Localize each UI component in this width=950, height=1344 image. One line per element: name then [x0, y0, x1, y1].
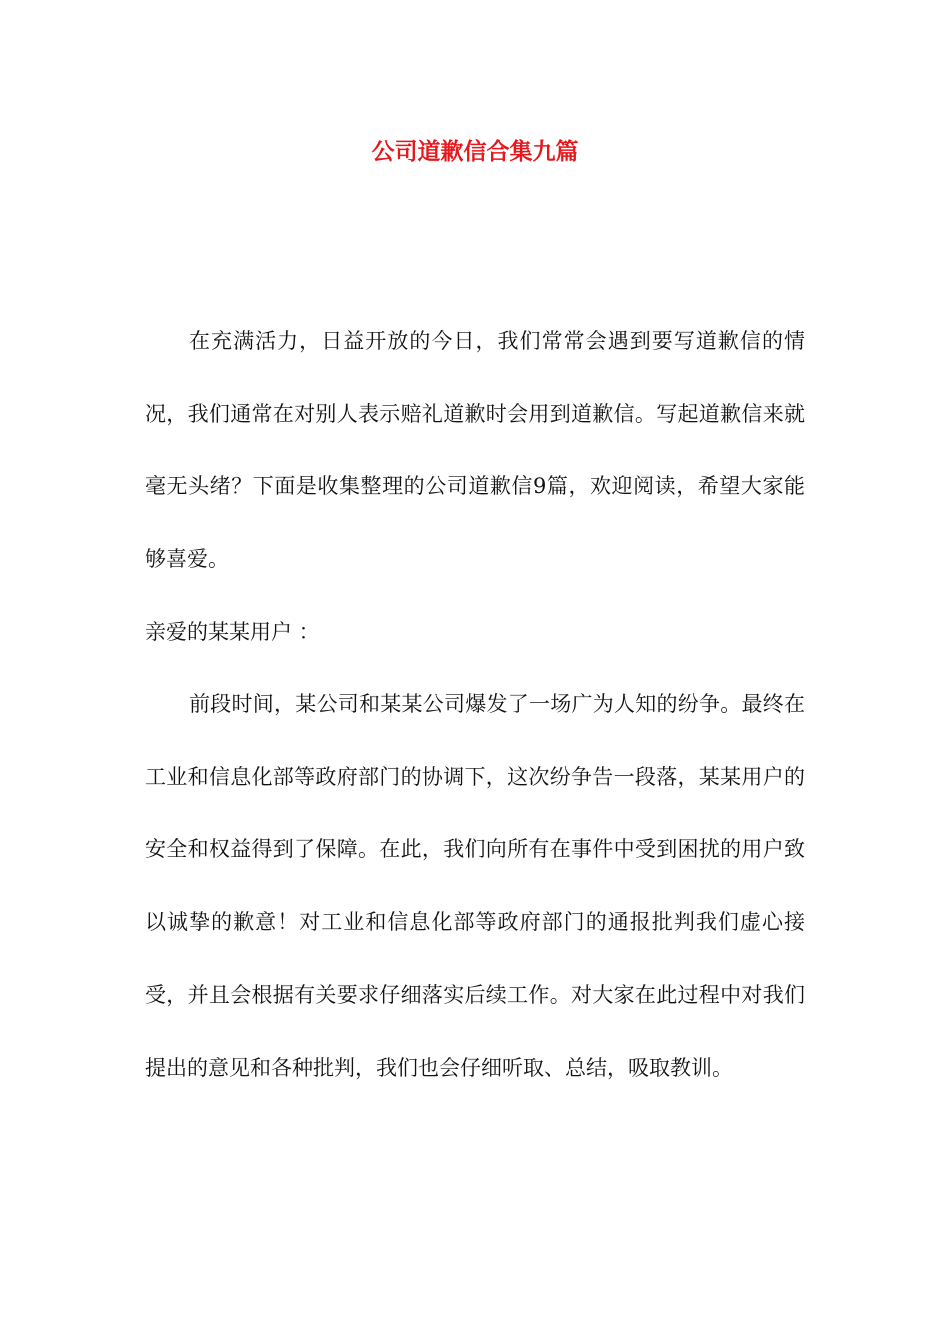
letter-paragraph: 前段时间，某公司和某某公司爆发了一场广为人知的纷争。最终在工业和信息化部等政府部门的协调下，这次纷争告一段落，某某用户的安全和权益得到了保障。在此，我们向所有在事件中受到困扰的用户致以诚挚的歉意！对工业和信息化部等政府部门的通报批判我们虚心接受，并且会根据有关要求仔细落实后续工作。对大家在此过程中对我们提出的意见和各种批判，我们也会仔细听取、总结，吸取教训。 [145, 692, 805, 1080]
document-title: 公司道歉信合集九篇 [371, 138, 579, 165]
letter-salutation: 亲爱的某某用户 ： [145, 620, 320, 644]
intro-paragraph: 在充满活力，日益开放的今日，我们常常会遇到要写道歉信的情况，我们通常在对别人表示赔礼道歉时会用到道歉信。写起道歉信来就毫无头绪？下面是收集整理的公司道歉信9篇，欢迎阅读，希望大家能够喜爱。 [145, 329, 805, 572]
